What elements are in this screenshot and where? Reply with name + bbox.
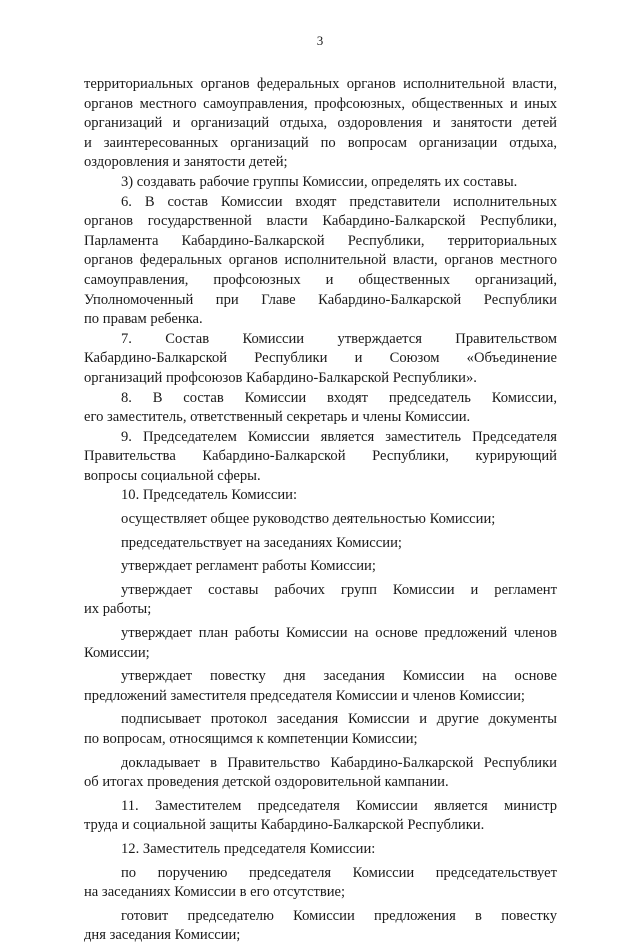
text-line: вопросы социальной сферы.: [84, 467, 261, 484]
paragraph: [84, 864, 557, 903]
text-line: их работы;: [84, 601, 152, 618]
text-line: 11. Заместителем председателя Комиссии является министр: [121, 797, 557, 814]
paragraph: [84, 330, 557, 389]
text-line: утверждает повестку дня заседания Комиссии на основе: [121, 668, 557, 685]
text-line: докладывает в Правительство Кабардино-Балкарской Республики: [121, 754, 557, 771]
paragraph: [84, 907, 557, 946]
text-line: организаций профсоюзов Кабардино-Балкарской Республики».: [84, 369, 477, 386]
text-line: и заинтересованных организаций по вопросам организации отдыха,: [84, 134, 557, 151]
text-line: подписывает протокол заседания Комиссии и другие документы: [121, 711, 557, 728]
text-line: 7. Состав Комиссии утверждается Правительством: [121, 330, 557, 347]
paragraph: [84, 193, 557, 330]
text-line: 8. В состав Комиссии входят председатель Комиссии,: [121, 389, 557, 406]
text-line: Кабардино-Балкарской Республики и Союзом «Объединение: [84, 350, 557, 367]
paragraph: [84, 754, 557, 793]
text-line: по правам ребенка.: [84, 311, 203, 328]
paragraph: [84, 710, 557, 749]
text-line: труда и социальной защиты Кабардино-Балкарской Республики.: [84, 817, 485, 834]
text-line: органов государственной власти Кабардино-Балкарской Республики,: [84, 213, 557, 230]
paragraph: [84, 581, 557, 620]
text-line: Парламента Кабардино-Балкарской Республики, территориальных: [84, 232, 557, 249]
paragraph: [84, 667, 557, 706]
text-line: предложений заместителя председателя Комиссии и членов Комиссии;: [84, 687, 525, 704]
text-line: Правительства Кабардино-Балкарской Республики, курирующий: [84, 448, 557, 465]
text-line: дня заседания Комиссии;: [84, 927, 241, 944]
text-line: его заместитель, ответственный секретарь и члены Комиссии.: [84, 409, 471, 426]
paragraph: [84, 428, 557, 487]
text-line: утверждает план работы Комиссии на основе предложений членов: [121, 625, 557, 642]
text-line: утверждает составы рабочих групп Комиссии и регламент: [121, 581, 557, 598]
paragraph: [84, 624, 557, 663]
text-line: Комиссии;: [84, 644, 150, 661]
text-line: организаций и организаций отдыха, оздоровления и занятости детей: [84, 115, 557, 132]
paragraph: [84, 840, 557, 860]
text-line: осуществляет общее руководство деятельностью Комиссии;: [121, 511, 496, 528]
text-line: органов федеральных органов исполнительной власти, органов местного: [84, 252, 557, 269]
paragraph: [84, 389, 557, 428]
text-line: 3) создавать рабочие группы Комиссии, определять их составы.: [121, 173, 518, 190]
text-line: территориальных органов федеральных органов исполнительной власти,: [84, 76, 557, 92]
paragraph: [84, 75, 557, 173]
text-line: об итогах проведения детской оздоровительной кампании.: [84, 774, 449, 791]
text-line: готовит председателю Комиссии предложения в повестку: [121, 907, 557, 924]
text-line: по вопросам, относящимся к компетенции Комиссии;: [84, 731, 418, 747]
text-line: Уполномоченный при Главе Кабардино-Балкарской Республики: [84, 291, 557, 308]
paragraph: [84, 797, 557, 836]
text-line: органов местного самоуправления, профсоюзных, общественных и иных: [84, 95, 557, 112]
text-line: 10. Председатель Комиссии:: [121, 487, 298, 504]
text-line: председательствует на заседаниях Комиссии;: [121, 534, 402, 551]
text-line: 9. Председателем Комиссии является заместитель Председателя: [121, 428, 557, 445]
paragraph: [84, 557, 557, 577]
document-body: [84, 75, 557, 946]
paragraph: [84, 510, 557, 530]
text-line: утверждает регламент работы Комиссии;: [121, 558, 376, 575]
text-line: самоуправления, профсоюзных и общественных организаций,: [84, 271, 557, 288]
text-line: 12. Заместитель председателя Комиссии:: [121, 840, 376, 857]
paragraph: [84, 486, 557, 506]
text-line: по поручению председателя Комиссии председательствует: [121, 864, 557, 881]
text-line: на заседаниях Комиссии в его отсутствие;: [84, 884, 346, 901]
paragraph: [84, 534, 557, 554]
text-line: оздоровления и занятости детей;: [84, 154, 288, 171]
page-number: 3: [316, 33, 324, 48]
paragraph: [84, 173, 557, 193]
text-line: 6. В состав Комиссии входят представители исполнительных: [121, 193, 557, 210]
